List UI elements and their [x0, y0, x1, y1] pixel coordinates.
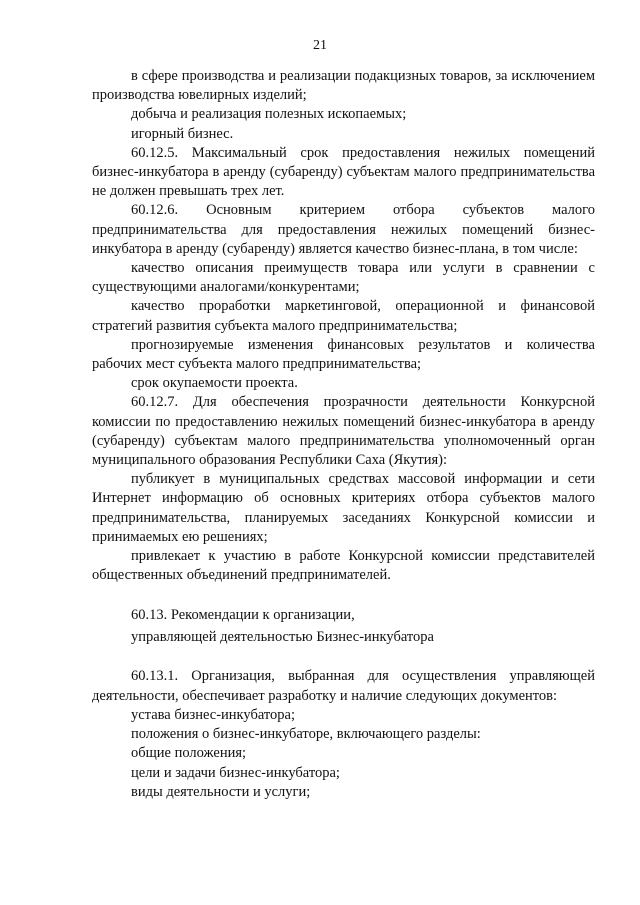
paragraph-60-13-1: 60.13.1. Организация, выбранная для осуществления управляющей деятельности, обеспечивает разработку и наличие следующих документов:	[92, 668, 595, 704]
paragraph-product-advantages: качество описания преимуществ товара или услуги в сравнении с существующими аналогами/конкурентами;	[92, 260, 595, 296]
page-number: 21	[313, 38, 327, 53]
paragraph-gambling: игорный бизнес.	[131, 125, 234, 142]
paragraph-charter: устава бизнес-инкубатора;	[131, 706, 296, 723]
paragraph-activities-services: виды деятельности и услуги;	[131, 783, 311, 800]
paragraph-excise-goods: в сфере производства и реализации подакцизных товаров, за исключением производства ювелирных изделий;	[92, 68, 595, 104]
paragraph-60-12-7: 60.12.7. Для обеспечения прозрачности деятельности Конкурсной комиссии по предоставлению нежилых помещений бизнес-инкубатора в аренду (субаренду) субъектам малого предпринимательства уполномоченный орган муниципального образования Республики Саха (Якутия):	[92, 394, 595, 469]
paragraph-regulation: положения о бизнес-инкубаторе, включающего разделы:	[131, 726, 481, 743]
document-body	[92, 67, 595, 802]
paragraph-payback-period: срок окупаемости проекта.	[131, 375, 298, 392]
paragraph-involves-associations: привлекает к участию в работе Конкурсной комиссии представителей общественных объединений предпринимателей.	[92, 548, 595, 584]
paragraph-goals-tasks: цели и задачи бизнес-инкубатора;	[131, 764, 340, 781]
spacer	[92, 648, 595, 667]
section-heading-line-1: 60.13. Рекомендации к организации,	[131, 607, 355, 624]
paragraph-general-provisions: общие положения;	[131, 745, 247, 762]
paragraph-publishes-info: публикует в муниципальных средствах массовой информации и сети Интернет информацию об основных критериях отбора субъектов малого предпринимательства, планируемых заседаниях Конкурсной комиссии и принимаемых ею решениях;	[92, 471, 595, 545]
section-heading-line-2: управляющей деятельностью Бизнес-инкубатора	[131, 629, 434, 646]
paragraph-forecast-changes: прогнозируемые изменения финансовых результатов и количества рабочих мест субъекта малого предпринимательства;	[92, 336, 595, 373]
paragraph-strategy-quality: качество проработки маркетинговой, операционной и финансовой стратегий развития субъекта малого предпринимательства;	[92, 298, 595, 334]
paragraph-60-12-6: 60.12.6. Основным критерием отбора субъектов малого предпринимательства для предоставления нежилых помещений бизнес-инкубатора в аренду (субаренду) является качество бизнес-плана, в том числе:	[92, 202, 595, 257]
paragraph-60-12-5: 60.12.5. Максимальный срок предоставления нежилых помещений бизнес-инкубатора в аренду (субаренду) субъектам малого предпринимательства не должен превышать трех лет.	[92, 144, 595, 200]
spacer	[92, 585, 595, 604]
paragraph-mineral-extraction: добыча и реализация полезных ископаемых;	[131, 106, 407, 123]
